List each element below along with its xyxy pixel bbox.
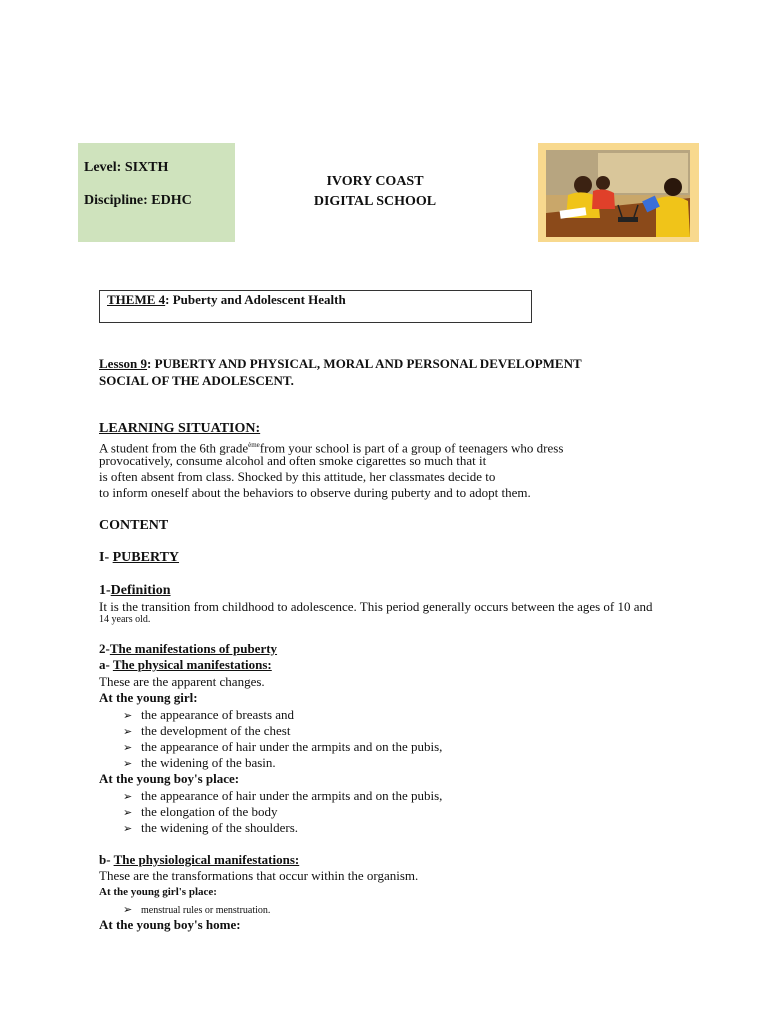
list-item-text: the widening of the basin. [141,755,276,770]
theme-text: : Puberty and Adolescent Health [165,292,346,307]
list-item [123,723,290,740]
list-item-text: menstrual rules or menstruation. [141,905,271,916]
list-item-text: the appearance of hair under the armpits and on the pubis, [141,739,443,754]
arrow-bullet-icon: ➢ [123,790,133,803]
definition-line-1: It is the transition from childhood to adolescence. This period generally occurs between the ages of 10 and [99,599,653,614]
content-heading: CONTENT [99,518,169,533]
theme-box [99,290,532,323]
list-item-text: the widening of the shoulders. [141,820,299,835]
school-line-1: IVORY COAST [326,174,424,189]
situation-line-4: to inform oneself about the behaviors to observe during puberty and to adopt them. [99,485,531,500]
physical-boy-heading: At the young boy's place: [99,771,240,786]
section-title-text: PUBERTY [112,550,180,565]
physical-prefix: a- [99,657,113,672]
learning-situation-heading-text: LEARNING SITUATION: [99,421,261,436]
physiological-girl-heading: At the young girl's place: [99,886,217,898]
lesson-title-line-2: SOCIAL OF THE ADOLESCENT. [99,373,294,388]
definition-heading [99,583,171,599]
arrow-bullet-icon: ➢ [123,806,133,819]
physiological-prefix: b- [99,852,114,867]
list-item [123,755,276,772]
theme-title [107,292,346,308]
lesson-title-text: : PUBERTY AND PHYSICAL, MORAL AND PERSONAL DEVELOPMENT [147,356,582,371]
physiological-intro: These are the transformations that occur within the organism. [99,868,419,883]
physical-title [113,657,272,672]
section-title [113,550,179,565]
section-puberty-heading [99,550,179,566]
lesson-label: Lesson 9 [99,356,148,371]
students-illustration [538,143,699,242]
list-item-text: the appearance of breasts and [141,707,295,722]
arrow-bullet-icon: ➢ [123,757,133,770]
manifestations-title-text: The manifestations of puberty [109,641,278,656]
students-at-table-image [538,143,699,242]
situation-line-1a: A student from the 6th grade [99,440,249,456]
physiological-boy-heading: At the young boy's home: [99,917,241,932]
list-item [123,707,294,724]
list-item [123,788,442,805]
situation-line-2: provocatively, consume alcohol and often smoke cigarettes so much that it [99,453,487,468]
level-discipline-box [78,143,235,242]
situation-line-1b: from your school is part of a group of teenagers who dress [259,440,564,456]
arrow-bullet-icon: ➢ [123,725,133,738]
physiological-heading [99,852,299,868]
arrow-bullet-icon: ➢ [123,709,133,722]
list-item-text: the development of the chest [141,723,291,738]
arrow-bullet-icon: ➢ [123,903,133,916]
section-prefix: I- [99,550,113,565]
manifestations-prefix: 2- [99,641,110,656]
situation-line-3: is often absent from class. Shocked by this attitude, her classmates decide to [99,469,496,484]
definition-prefix: 1- [99,583,111,598]
physiological-title-text: The physiological manifestations: [113,852,300,867]
list-item-text: the elongation of the body [141,804,278,819]
physiological-title [114,852,300,867]
school-line-2: DIGITAL SCHOOL [313,194,437,209]
learning-situation-heading [99,421,260,437]
physical-intro: These are the apparent changes. [99,674,265,689]
discipline-label: Discipline: EDHC [84,193,192,208]
list-item [123,804,277,821]
grade-superscript: ème [248,441,260,449]
definition-line-2: 14 years old. [99,614,151,625]
manifestations-heading [99,641,277,657]
definition-title: Definition [110,583,171,598]
arrow-bullet-icon: ➢ [123,822,133,835]
list-item-text: the appearance of hair under the armpits and on the pubis, [141,788,443,803]
level-label: Level: SIXTH [84,160,169,175]
theme-label: THEME 4 [107,292,166,307]
lesson-title-line-1 [99,356,582,372]
physical-heading [99,657,272,673]
manifestations-title [110,641,277,656]
physical-girl-heading: At the young girl: [99,690,198,705]
list-item [123,820,298,837]
list-item [123,739,442,756]
school-name [290,172,460,212]
arrow-bullet-icon: ➢ [123,741,133,754]
physical-title-text: The physical manifestations: [112,657,272,672]
